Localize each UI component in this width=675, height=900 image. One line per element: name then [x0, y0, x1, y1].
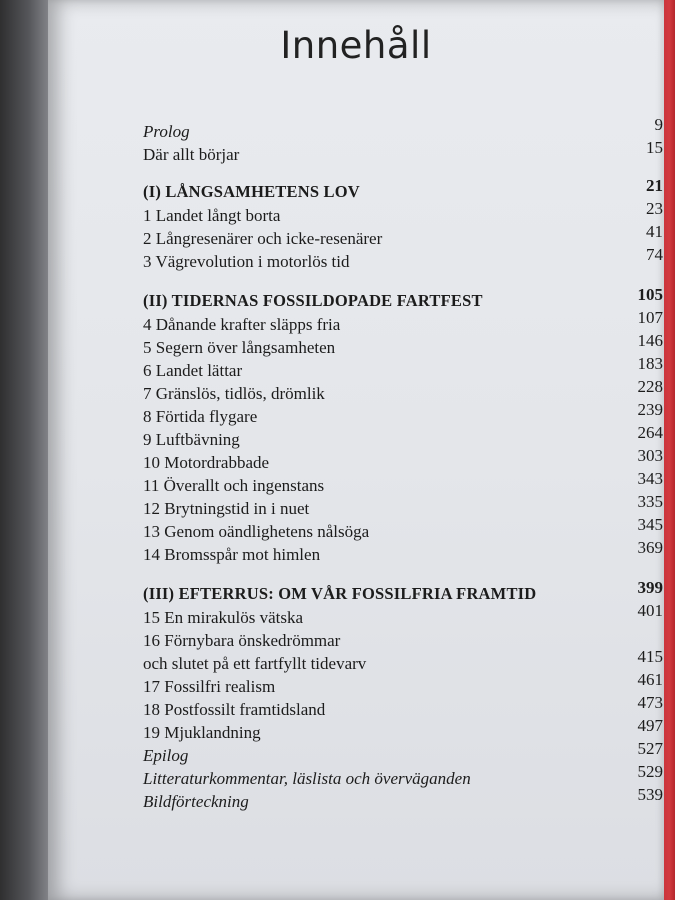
toc-entry-page: 539	[637, 785, 663, 804]
toc-entry-label: 1 Landet långt borta	[143, 206, 281, 225]
toc-entry	[143, 245, 663, 273]
toc-entry	[143, 446, 663, 474]
toc-entry-page: 303	[637, 446, 663, 465]
toc-entry	[143, 469, 663, 497]
book-page	[48, 0, 664, 900]
toc-entry	[143, 377, 663, 405]
toc-entry-label: 14 Bromsspår mot himlen	[143, 545, 321, 564]
toc-entry-label: 4 Dånande krafter släpps fria	[143, 315, 341, 334]
toc-entry-label: 9 Luftbävning	[143, 430, 240, 449]
toc-part-heading	[143, 578, 663, 606]
toc-entry-page: 461	[637, 670, 663, 689]
toc-entry	[143, 601, 663, 629]
toc-entry-label: 15 En mirakulös vätska	[143, 608, 304, 627]
toc-entry-page: 473	[637, 693, 663, 712]
toc-part-heading	[143, 176, 663, 204]
toc-part-heading	[143, 285, 663, 313]
toc-entry-page: 183	[637, 354, 663, 373]
toc-entry-label: 18 Postfossilt framtidsland	[143, 700, 326, 719]
toc-entry-label: 16 Förnybara önskedrömmar	[143, 631, 341, 650]
toc-entry-page: 529	[637, 762, 663, 781]
toc-entry-label: 19 Mjuklandning	[143, 723, 261, 742]
table-of-contents	[143, 115, 663, 813]
toc-entry-epilog	[143, 739, 663, 767]
toc-entry	[143, 354, 663, 382]
toc-entry-page: 345	[637, 515, 663, 534]
toc-entry-page: 335	[637, 492, 663, 511]
toc-entry-label: Bildförteckning	[143, 792, 249, 811]
toc-entry-literature	[143, 762, 663, 790]
toc-entry	[143, 138, 663, 166]
toc-entry-label: Epilog	[143, 746, 189, 765]
toc-entry-label: 6 Landet lättar	[143, 361, 243, 380]
toc-entry-label: 2 Långresenärer och icke-resenärer	[143, 229, 383, 248]
toc-part-label: (I) LÅNGSAMHETENS LOV	[143, 182, 360, 201]
toc-entry-label: 13 Genom oändlighetens nålsöga	[143, 522, 370, 541]
toc-entry-page: 9	[654, 115, 663, 134]
toc-part-label: (II) TIDERNAS FOSSILDOPADE FARTFEST	[143, 291, 483, 310]
toc-part-page: 105	[637, 285, 663, 304]
toc-entry-page: 264	[637, 423, 663, 442]
toc-entry-label: 12 Brytningstid in i nuet	[143, 499, 310, 518]
toc-entry-page: 401	[637, 601, 663, 620]
toc-entry-page: 343	[637, 469, 663, 488]
toc-entry	[143, 331, 663, 359]
toc-entry-continuation	[143, 647, 663, 675]
toc-entry-page: 527	[637, 739, 663, 758]
toc-entry-picture-index	[143, 785, 663, 813]
toc-entry	[143, 423, 663, 451]
toc-part-label: (III) EFTERRUS: OM VÅR FOSSILFRIA FRAMTID	[143, 584, 537, 603]
toc-entry-prolog	[143, 115, 663, 143]
toc-entry	[143, 538, 663, 566]
toc-entry	[143, 199, 663, 227]
page-title: Innehåll	[280, 24, 432, 67]
toc-entry	[143, 222, 663, 250]
toc-entry-label: 8 Förtida flygare	[143, 407, 258, 426]
book-spine-shadow	[0, 0, 52, 900]
toc-entry-label: och slutet på ett fartfyllt tidevarv	[143, 654, 367, 673]
toc-part-page: 399	[637, 578, 663, 597]
toc-entry	[143, 492, 663, 520]
toc-entry-page: 369	[637, 538, 663, 557]
toc-entry	[143, 515, 663, 543]
toc-part-page: 21	[646, 176, 663, 195]
toc-entry-page: 23	[646, 199, 663, 218]
toc-entry-page: 15	[646, 138, 663, 157]
toc-entry	[143, 400, 663, 428]
toc-entry	[143, 670, 663, 698]
toc-entry	[143, 693, 663, 721]
toc-entry-page: 239	[637, 400, 663, 419]
toc-entry-label: 10 Motordrabbade	[143, 453, 270, 472]
toc-entry-page: 228	[637, 377, 663, 396]
toc-entry	[143, 716, 663, 744]
toc-entry-page: 107	[637, 308, 663, 327]
toc-entry-page: 415	[637, 647, 663, 666]
toc-entry-label: Prolog	[143, 122, 190, 141]
toc-entry-page: 41	[646, 222, 663, 241]
toc-entry-label: Litteraturkommentar, läslista och överväganden	[143, 769, 471, 788]
toc-entry-label: 11 Överallt och ingenstans	[143, 476, 325, 495]
toc-entry-label: 3 Vägrevolution i motorlös tid	[143, 252, 350, 271]
toc-entry-page: 74	[646, 245, 663, 264]
toc-entry-page: 146	[637, 331, 663, 350]
toc-entry-label: 17 Fossilfri realism	[143, 677, 276, 696]
toc-entry	[143, 629, 663, 652]
toc-entry-label: 7 Gränslös, tidlös, drömlik	[143, 384, 325, 403]
toc-entry	[143, 308, 663, 336]
toc-entry-label: Där allt börjar	[143, 145, 240, 164]
toc-entry-page: 497	[637, 716, 663, 735]
toc-entry-label: 5 Segern över långsamheten	[143, 338, 336, 357]
